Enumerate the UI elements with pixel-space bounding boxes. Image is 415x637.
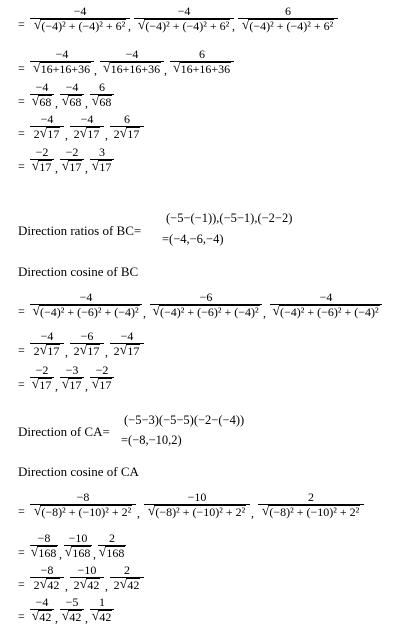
numerator: −5 [65,595,79,609]
radical-icon: √ [98,545,107,560]
comma: , [105,345,108,359]
numerator: 1 [99,595,105,609]
comma: , [164,63,167,77]
fraction [30,146,54,174]
denominator: (−4)² + (−4)² + 6² [41,19,126,33]
coefficient: 2 [73,127,80,141]
numerator: −6 [199,290,213,304]
comma: , [65,128,68,142]
fraction [64,532,92,560]
comma: , [55,96,58,110]
numerator: 6 [199,47,205,61]
comma: , [55,611,58,625]
comma: , [105,579,108,593]
radical-icon: √ [31,377,40,392]
radical-icon: √ [119,343,128,358]
ca-ratios-label: Direction of CA= [18,424,110,439]
numerator: −10 [77,563,97,577]
fraction [170,48,234,76]
denominator: (−4)² + (−4)² + 6² [249,19,334,33]
radical-icon: √ [61,159,70,174]
denominator: 42 [47,578,60,592]
comma: , [105,128,108,142]
radical-icon: √ [61,377,70,392]
numerator: −4 [177,4,191,18]
comma: , [85,611,88,625]
equals-sign: = [18,304,25,318]
radical-icon: √ [33,18,42,33]
radical-icon: √ [91,609,100,624]
denominator: 168 [72,546,91,560]
coefficient: 2 [73,578,80,592]
fraction [100,48,164,76]
denominator: (−8)² + (−10)² + 2² [155,505,246,519]
numerator: 2 [109,531,115,545]
comma: , [55,379,58,393]
denominator: 68 [69,95,82,109]
radical-icon: √ [31,609,40,624]
numerator: −4 [35,80,49,94]
fraction [30,5,130,33]
numerator: −8 [76,490,90,504]
fraction [30,330,64,358]
radical-icon: √ [261,504,270,519]
fraction [60,364,84,392]
fraction [134,5,234,33]
numerator: 2 [308,490,314,504]
numerator: −4 [73,4,87,18]
radical-icon: √ [119,577,128,592]
denominator: 17 [69,160,82,174]
fraction [30,113,64,141]
radical-icon: √ [79,126,88,141]
numerator: −10 [187,490,207,504]
comma: , [65,579,68,593]
denominator: 17 [127,344,140,358]
denominator: 17 [87,127,100,141]
fraction [30,291,142,319]
denominator: (−4)² + (−4)² + 6² [145,19,230,33]
coefficient: 2 [33,344,40,358]
numerator: 6 [124,112,130,126]
fraction [110,113,144,141]
radical-icon: √ [79,577,88,592]
comma: , [94,63,97,77]
fraction [90,596,114,624]
radical-icon: √ [30,545,39,560]
denominator: 16+16+36 [40,62,91,76]
denominator: 17 [39,160,52,174]
radical-icon: √ [119,126,128,141]
bc-ratios-line1: (−5−(−1)),(−5−1),(−2−2) [166,211,293,225]
radical-icon: √ [172,61,181,76]
denominator: 68 [39,95,52,109]
radical-icon: √ [102,61,111,76]
fraction [70,330,104,358]
numerator: −2 [95,363,109,377]
bc-cosine-label: Direction cosine of BC [18,264,139,279]
equals-sign: = [18,504,25,518]
denominator: (−8)² + (−10)² + 2² [269,505,360,519]
equals-sign: = [18,61,25,75]
denominator: 17 [47,344,60,358]
equals-sign: = [18,377,25,391]
denominator: 17 [87,344,100,358]
radical-icon: √ [32,61,41,76]
radical-icon: √ [33,504,42,519]
denominator: 17 [47,127,60,141]
denominator: 42 [39,610,52,624]
coefficient: 2 [33,578,40,592]
equals-sign: = [18,126,25,140]
denominator: 17 [99,378,112,392]
radical-icon: √ [39,577,48,592]
ca-cosine-label: Direction cosine of CA [18,464,139,479]
fraction [144,491,250,519]
ca-ratios-line2: =(−8,−10,2) [121,433,182,447]
numerator: −4 [79,290,93,304]
fraction [98,532,126,560]
radical-icon: √ [147,504,156,519]
numerator: −2 [35,145,49,159]
comma: , [251,506,254,520]
comma: , [65,345,68,359]
radical-icon: √ [152,304,161,319]
numerator: −3 [65,363,79,377]
radical-icon: √ [39,126,48,141]
equals-sign: = [18,17,25,31]
denominator: 168 [106,546,125,560]
fraction [258,491,364,519]
denominator: 16+16+36 [180,62,231,76]
coefficient: 2 [113,344,120,358]
comma: , [85,96,88,110]
numerator: −6 [80,329,94,343]
fraction [30,532,58,560]
numerator: −8 [37,531,51,545]
denominator: (−4)² + (−6)² + (−4)² [280,305,379,319]
equals-sign: = [18,545,25,559]
numerator: −4 [65,80,79,94]
radical-icon: √ [61,609,70,624]
denominator: (−8)² + (−10)² + 2² [41,505,132,519]
denominator: 17 [69,378,82,392]
coefficient: 2 [113,578,120,592]
equals-sign: = [18,343,25,357]
fraction [60,596,84,624]
fraction [30,364,54,392]
numerator: −10 [68,531,88,545]
fraction [30,48,94,76]
comma: , [85,161,88,175]
bc-ratios-label: Direction ratios of BC= [18,223,142,238]
denominator: 42 [87,578,100,592]
comma: , [85,379,88,393]
numerator: −4 [125,47,139,61]
radical-icon: √ [137,18,146,33]
fraction [30,596,54,624]
comma: , [55,161,58,175]
numerator: 6 [99,80,105,94]
radical-icon: √ [241,18,250,33]
numerator: 3 [99,145,105,159]
coefficient: 2 [33,127,40,141]
denominator: 68 [99,95,112,109]
denominator: 42 [69,610,82,624]
coefficient: 2 [73,344,80,358]
coefficient: 2 [113,127,120,141]
numerator: −4 [55,47,69,61]
ca-ratios-line1: (−5−3)(−5−5)(−2−(−4)) [124,413,245,427]
numerator: −4 [40,329,54,343]
numerator: −2 [65,145,79,159]
fraction [238,5,338,33]
fraction [110,564,144,592]
denominator: 42 [99,610,112,624]
equals-sign: = [18,577,25,591]
fraction [90,81,114,109]
radical-icon: √ [91,159,100,174]
denominator: 17 [127,127,140,141]
comma: , [143,306,146,320]
fraction [90,364,114,392]
comma: , [128,19,131,33]
radical-icon: √ [61,94,70,109]
denominator: 168 [38,546,57,560]
numerator: −4 [35,595,49,609]
fraction [270,291,382,319]
radical-icon: √ [31,159,40,174]
numerator: −4 [319,290,333,304]
comma: , [59,547,62,561]
numerator: 2 [124,563,130,577]
fraction [30,491,136,519]
equals-sign: = [18,159,25,173]
radical-icon: √ [272,304,281,319]
numerator: −4 [120,329,134,343]
fraction [150,291,262,319]
denominator: (−4)² + (−6)² + (−4)² [160,305,259,319]
fraction [70,564,104,592]
numerator: 6 [285,4,291,18]
denominator: 17 [99,160,112,174]
numerator: −4 [40,112,54,126]
fraction [60,81,84,109]
radical-icon: √ [32,304,41,319]
fraction [60,146,84,174]
denominator: 16+16+36 [110,62,161,76]
radical-icon: √ [91,94,100,109]
comma: , [93,547,96,561]
fraction [70,113,104,141]
radical-icon: √ [39,343,48,358]
denominator: 42 [127,578,140,592]
equals-sign: = [18,609,25,623]
numerator: −8 [40,563,54,577]
numerator: −4 [80,112,94,126]
bc-ratios-line2: =(−4,−6,−4) [162,232,224,246]
fraction [30,564,64,592]
fraction [110,330,144,358]
comma: , [263,306,266,320]
fraction [90,146,114,174]
denominator: 17 [39,378,52,392]
denominator: (−4)² + (−6)² + (−4)² [40,305,139,319]
comma: , [232,19,235,33]
equals-sign: = [18,94,25,108]
numerator: −2 [35,363,49,377]
radical-icon: √ [64,545,73,560]
comma: , [137,506,140,520]
radical-icon: √ [79,343,88,358]
radical-icon: √ [31,94,40,109]
fraction [30,81,54,109]
radical-icon: √ [91,377,100,392]
